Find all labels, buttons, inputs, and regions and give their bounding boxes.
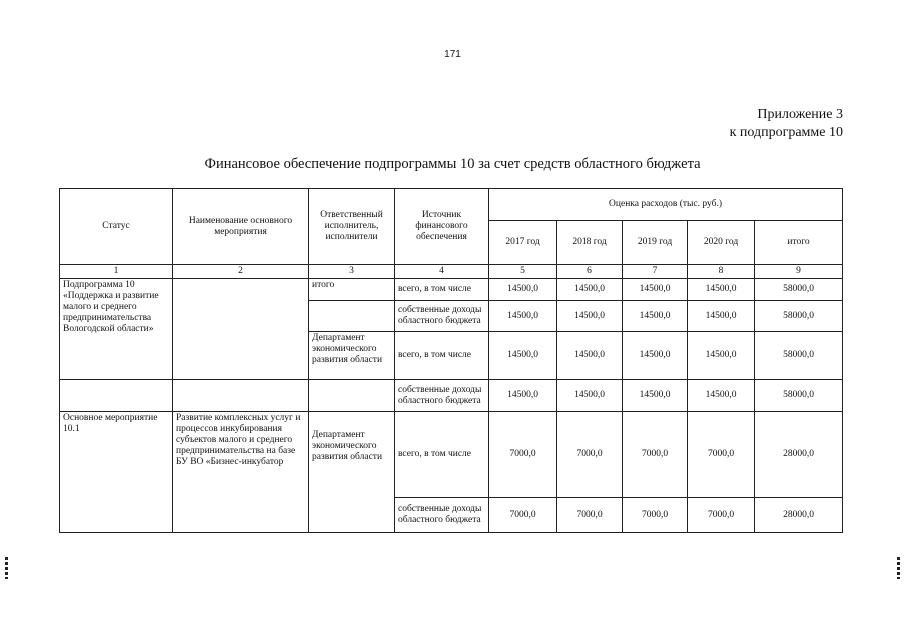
value-cell: 14500,0 [489,279,557,301]
value-cell: 7000,0 [489,498,557,533]
source-cell: всего, в том числе [395,412,489,498]
header-status: Статус [60,189,173,265]
value-cell: 58000,0 [755,332,843,380]
executor-cell [309,301,395,332]
value-cell: 7000,0 [623,412,688,498]
value-cell: 7000,0 [489,412,557,498]
column-number: 9 [755,265,843,279]
header-year-2018: 2018 год [557,221,623,265]
table-row [60,412,843,498]
status-cell: Основное мероприятие 10.1 [60,412,173,533]
header-year-2020: 2020 год [688,221,755,265]
source-cell: собственные доходы областного бюджета [395,301,489,332]
value-cell: 14500,0 [623,279,688,301]
header-executor: Ответственный исполнитель, исполнители [309,189,395,265]
left-edge-mark [5,557,8,579]
value-cell: 28000,0 [755,498,843,533]
source-cell: всего, в том числе [395,332,489,380]
value-cell: 14500,0 [489,380,557,412]
value-cell: 7000,0 [557,498,623,533]
value-cell: 7000,0 [557,412,623,498]
status-cell: Подпрограмма 10 «Поддержка и развитие малого и среднего предпринимательства Вологодской области» [60,279,173,380]
column-number: 1 [60,265,173,279]
right-edge-mark [897,557,900,579]
source-cell: собственные доходы областного бюджета [395,498,489,533]
executor-cell: Департамент экономического развития области [309,412,395,533]
value-cell: 58000,0 [755,279,843,301]
appendix-block [730,106,843,142]
executor-cell: Департамент экономического развития области [309,332,395,380]
value-cell: 7000,0 [688,498,755,533]
column-number: 4 [395,265,489,279]
column-number: 6 [557,265,623,279]
column-number: 5 [489,265,557,279]
document-title: Финансовое обеспечение подпрограммы 10 за счет средств областного бюджета [204,156,701,172]
measure-cell: Развитие комплексных услуг и процессов инкубирования субъектов малого и среднего предпринимательства на базе БУ ВО «Бизнес-инкубатор [173,412,309,533]
value-cell: 14500,0 [557,279,623,301]
value-cell: 14500,0 [623,301,688,332]
header-total: итого [755,221,843,265]
value-cell: 14500,0 [623,380,688,412]
source-cell: собственные доходы областного бюджета [395,380,489,412]
value-cell: 7000,0 [688,412,755,498]
value-cell: 14500,0 [557,332,623,380]
value-cell: 14500,0 [489,332,557,380]
appendix-line-2: к подпрограмме 10 [729,125,843,140]
measure-cell [173,279,309,380]
value-cell: 28000,0 [755,412,843,498]
financing-table [59,188,843,533]
column-number: 7 [623,265,688,279]
source-cell: всего, в том числе [395,279,489,301]
value-cell: 58000,0 [755,380,843,412]
value-cell: 14500,0 [557,380,623,412]
value-cell: 14500,0 [688,380,755,412]
table-row [60,279,843,301]
value-cell: 14500,0 [489,301,557,332]
header-measure: Наименование основного мероприятия [173,189,309,265]
value-cell: 14500,0 [688,279,755,301]
value-cell: 14500,0 [688,301,755,332]
header-row-1 [60,189,843,221]
executor-cell: итого [309,279,395,301]
appendix-line-1: Приложение 3 [757,107,843,122]
value-cell: 58000,0 [755,301,843,332]
column-numbers-row [60,265,843,279]
header-estimate: Оценка расходов (тыс. руб.) [489,189,843,221]
measure-cell [173,380,309,412]
executor-cell [309,380,395,412]
table-row [60,380,843,412]
header-source: Источник финансового обеспечения [395,189,489,265]
column-number: 8 [688,265,755,279]
page-number: 171 [444,49,461,60]
status-cell [60,380,173,412]
value-cell: 14500,0 [557,301,623,332]
column-number: 3 [309,265,395,279]
header-year-2019: 2019 год [623,221,688,265]
column-number: 2 [173,265,309,279]
header-year-2017: 2017 год [489,221,557,265]
value-cell: 7000,0 [623,498,688,533]
value-cell: 14500,0 [688,332,755,380]
value-cell: 14500,0 [623,332,688,380]
